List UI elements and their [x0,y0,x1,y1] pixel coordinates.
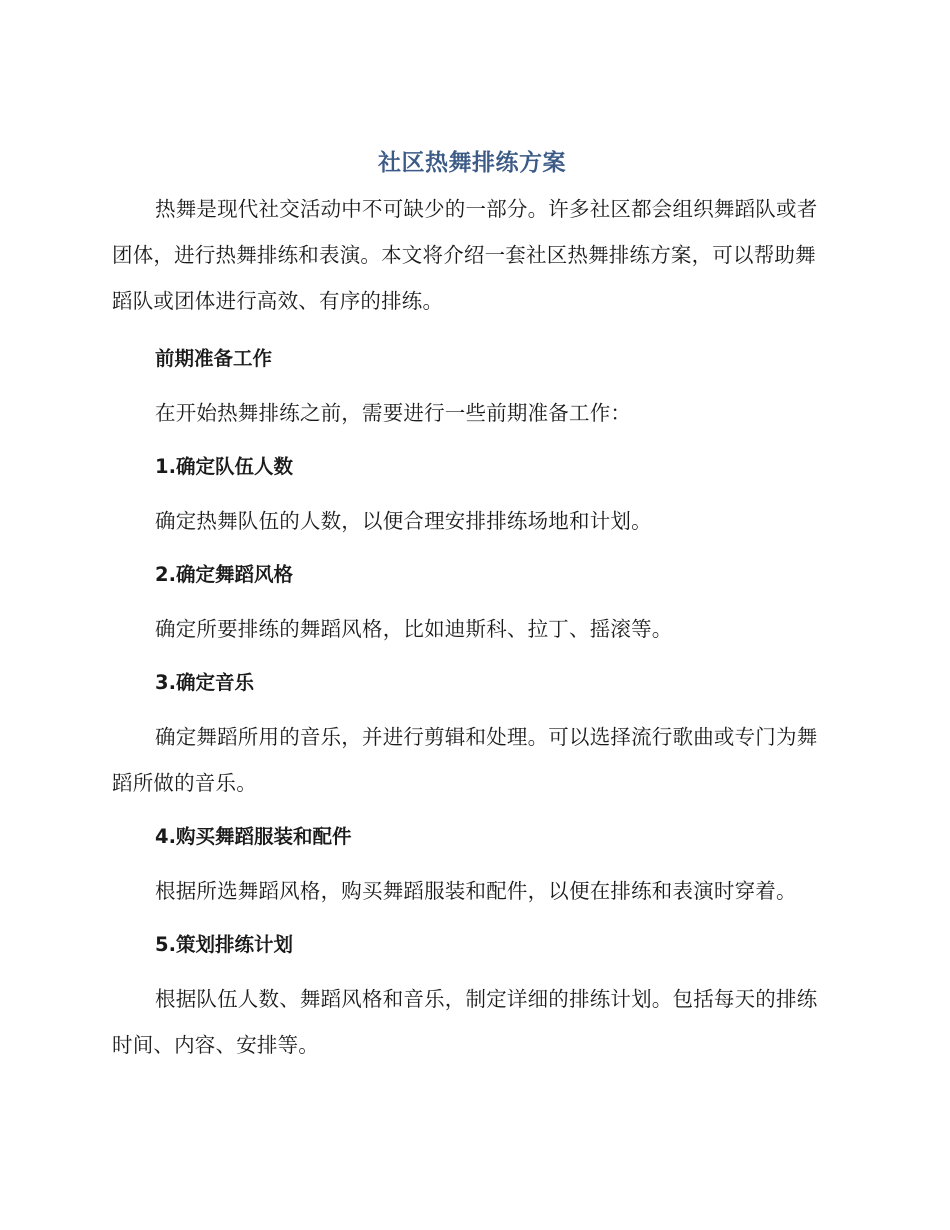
step-heading-1: 1.确定队伍人数 [155,455,293,478]
step-text-3: 确定舞蹈所用的音乐，并进行剪辑和处理。可以选择流行歌曲或专门为舞蹈所做的音乐。 [112,725,818,795]
section-heading: 前期准备工作 [155,347,273,370]
step-heading-4: 4.购买舞蹈服装和配件 [155,825,352,848]
intro-paragraph: 热舞是现代社交活动中不可缺少的一部分。许多社区都会组织舞蹈队或者团体，进行热舞排练和表演。本文将介绍一套社区热舞排练方案，可以帮助舞蹈队或团体进行高效、有序的排练。 [112,197,818,313]
step-heading-5: 5.策划排练计划 [155,933,293,956]
step-heading-2: 2.确定舞蹈风格 [155,563,293,586]
step-heading-3: 3.确定音乐 [155,671,254,694]
document-title: 社区热舞排练方案 [378,150,566,176]
step-text-1: 确定热舞队伍的人数，以便合理安排排练场地和计划。 [155,509,652,533]
step-text-5: 根据队伍人数、舞蹈风格和音乐，制定详细的排练计划。包括每天的排练时间、内容、安排等。 [112,987,818,1057]
section-intro-paragraph: 在开始热舞排练之前，需要进行一些前期准备工作： [155,401,632,425]
step-text-4: 根据所选舞蹈风格，购买舞蹈服装和配件，以便在排练和表演时穿着。 [155,879,797,903]
step-text-2: 确定所要排练的舞蹈风格，比如迪斯科、拉丁、摇滚等。 [155,617,673,641]
